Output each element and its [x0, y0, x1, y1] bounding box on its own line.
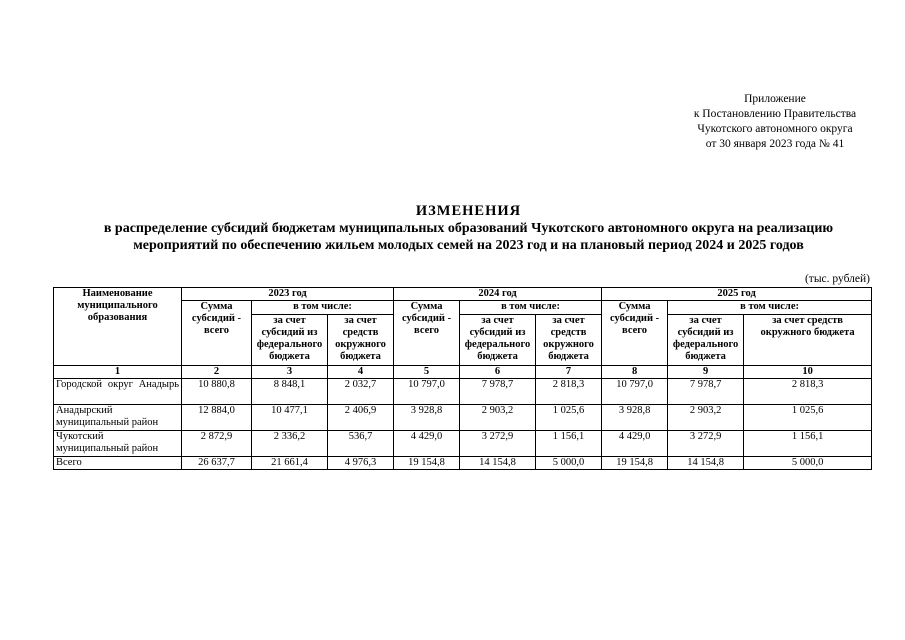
title-line-2: в распределение субсидий бюджетам муниципальных образований Чукотского автономного округа на реализацию: [103, 221, 834, 236]
header-year-2025: 2025 год: [602, 288, 872, 301]
col-number: 5: [394, 366, 460, 379]
table-cell: 10 477,1: [252, 405, 328, 431]
appendix-line-3: Чукотского автономного округа: [697, 123, 853, 135]
table-cell: 1 025,6: [536, 405, 602, 431]
table-cell: 3 272,9: [668, 431, 744, 457]
col-number: 7: [536, 366, 602, 379]
table-cell: 7 978,7: [460, 379, 536, 405]
row-name: Чукотский муниципальный район: [54, 431, 182, 457]
units-note: (тыс. рублей): [804, 273, 870, 285]
col-number: 6: [460, 366, 536, 379]
table-cell: 3 928,8: [394, 405, 460, 431]
title-line-3: мероприятий по обеспечению жильем молодых семей на 2023 год и на плановый период 2024 и 2025 годов: [133, 238, 804, 253]
table-cell: 19 154,8: [602, 457, 668, 470]
col-number: 3: [252, 366, 328, 379]
table-cell: 3 272,9: [460, 431, 536, 457]
table-cell: 2 336,2: [252, 431, 328, 457]
header-municipality: Наименование муниципального образования: [54, 288, 182, 366]
appendix-note: [640, 92, 905, 152]
table-cell: 5 000,0: [744, 457, 872, 470]
table-cell: 4 976,3: [328, 457, 394, 470]
header-year-2023: 2023 год: [182, 288, 394, 301]
table-row-total: [54, 457, 872, 470]
col-number: 4: [328, 366, 394, 379]
col-number: 2: [182, 366, 252, 379]
col-number: 9: [668, 366, 744, 379]
table-cell: 2 032,7: [328, 379, 394, 405]
table-cell: 26 637,7: [182, 457, 252, 470]
table-cell: 5 000,0: [536, 457, 602, 470]
table-cell: 1 025,6: [744, 405, 872, 431]
table-cell: 4 429,0: [394, 431, 460, 457]
appendix-line-1: Приложение: [744, 93, 806, 105]
table-cell: 2 903,2: [460, 405, 536, 431]
header-federal-2024: за счет субсидий из федерального бюджета: [460, 315, 536, 366]
row-name: Городской округ Анадырь: [54, 379, 182, 405]
table-cell: 4 429,0: [602, 431, 668, 457]
table-cell: 10 797,0: [602, 379, 668, 405]
header-total-2023: Сумма субсидий - всего: [182, 301, 252, 366]
column-number-row: [54, 366, 872, 379]
table-cell: 2 872,9: [182, 431, 252, 457]
subsidy-table: [53, 287, 872, 470]
table-cell: 3 928,8: [602, 405, 668, 431]
col-number: 1: [54, 366, 182, 379]
table-cell: 8 848,1: [252, 379, 328, 405]
table-row: [54, 379, 872, 405]
table-cell: 10 797,0: [394, 379, 460, 405]
table-cell: 7 978,7: [668, 379, 744, 405]
table-cell: 536,7: [328, 431, 394, 457]
table-cell: 19 154,8: [394, 457, 460, 470]
table-cell: 2 406,9: [328, 405, 394, 431]
table-cell: 1 156,1: [744, 431, 872, 457]
header-district-2025: за счет средств окружного бюджета: [744, 315, 872, 366]
row-name-total: Всего: [54, 457, 182, 470]
table-cell: 12 884,0: [182, 405, 252, 431]
table-cell: 2 818,3: [744, 379, 872, 405]
header-total-2024: Сумма субсидий - всего: [394, 301, 460, 366]
appendix-line-2: к Постановлению Правительства: [693, 108, 857, 120]
table-cell: 14 154,8: [668, 457, 744, 470]
table-cell: 14 154,8: [460, 457, 536, 470]
header-district-2024: за счет средств окружного бюджета: [536, 315, 602, 366]
header-row-years: [54, 288, 872, 301]
header-including-2025: в том числе:: [668, 301, 872, 315]
table-cell: 10 880,8: [182, 379, 252, 405]
table-cell: 2 818,3: [536, 379, 602, 405]
table-cell: 21 661,4: [252, 457, 328, 470]
title-heading: ИЗМЕНЕНИЯ: [415, 203, 522, 219]
col-number: 8: [602, 366, 668, 379]
document-title: [40, 203, 897, 254]
row-name: Анадырский муниципальный район: [54, 405, 182, 431]
header-federal-2023: за счет субсидий из федерального бюджета: [252, 315, 328, 366]
header-district-2023: за счет средств окружного бюджета: [328, 315, 394, 366]
header-total-2025: Сумма субсидий - всего: [602, 301, 668, 366]
table-cell: 2 903,2: [668, 405, 744, 431]
table-row: [54, 431, 872, 457]
header-including-2023: в том числе:: [252, 301, 394, 315]
header-year-2024: 2024 год: [394, 288, 602, 301]
header-federal-2025: за счет субсидий из федерального бюджета: [668, 315, 744, 366]
appendix-line-4: от 30 января 2023 года № 41: [705, 138, 845, 150]
table-row: [54, 405, 872, 431]
col-number: 10: [744, 366, 872, 379]
table-cell: 1 156,1: [536, 431, 602, 457]
header-including-2024: в том числе:: [460, 301, 602, 315]
